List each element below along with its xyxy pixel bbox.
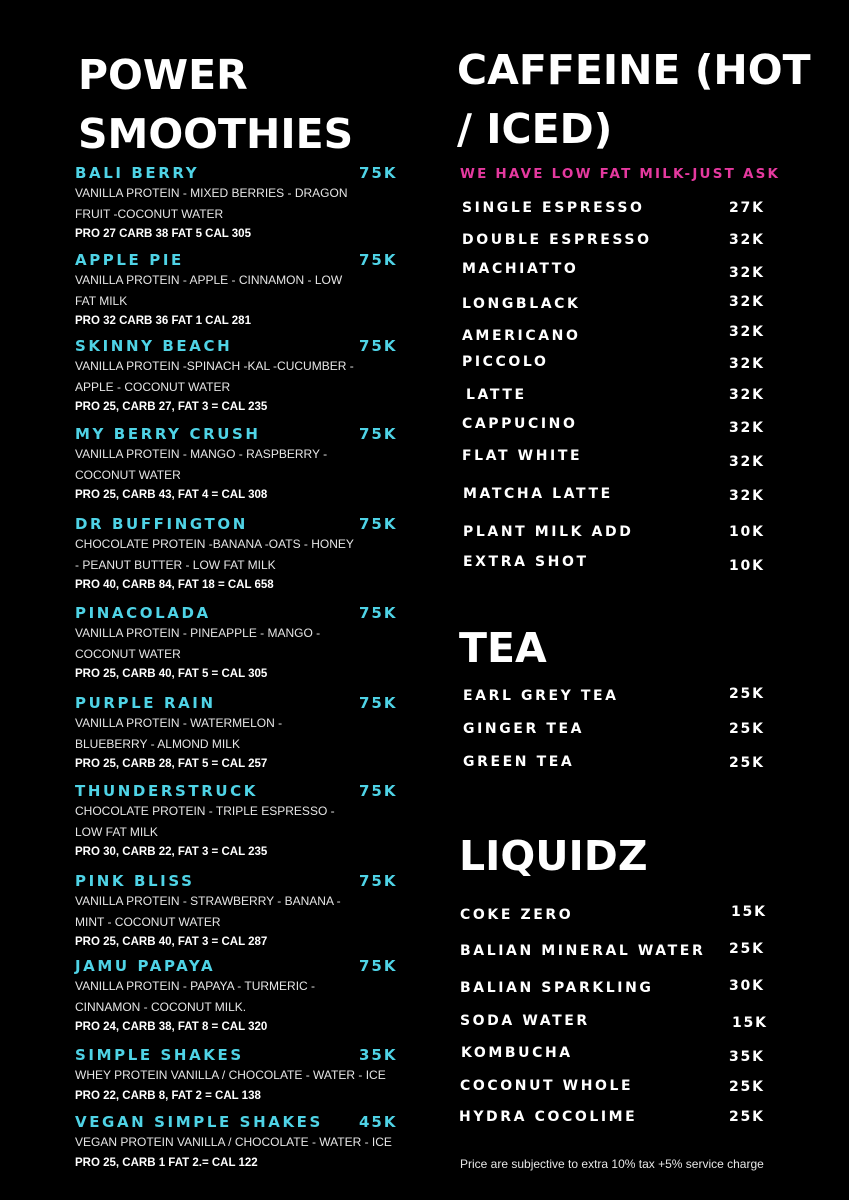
smoothie-item (75, 957, 405, 1036)
caffeine-heading: CAFFEINE (HOT / ICED) (457, 46, 811, 153)
smoothie-macros: PRO 25, CARB 40, FAT 3 = CAL 287 (75, 936, 268, 948)
smoothie-macros: PRO 25, CARB 28, FAT 5 = CAL 257 (75, 758, 268, 770)
item-price: 10K (729, 524, 765, 540)
smoothie-ingredients: WHEY PROTEIN VANILLA / CHOCOLATE - WATER - ICE (75, 1068, 386, 1082)
item-price: 32K (729, 420, 765, 436)
item-name: GINGER TEA (463, 721, 585, 737)
smoothie-macros: PRO 25, CARB 40, FAT 5 = CAL 305 (75, 668, 268, 680)
item-name: BALIAN MINERAL WATER (460, 943, 706, 959)
smoothie-name: MY BERRY CRUSH (75, 425, 261, 443)
item-name: LONGBLACK (462, 296, 581, 312)
item-name: FLAT WHITE (462, 448, 583, 464)
smoothie-macros: PRO 25, CARB 1 FAT 2.= CAL 122 (75, 1156, 258, 1169)
smoothie-item (75, 515, 405, 594)
smoothie-item (75, 782, 405, 861)
item-name: COCONUT WHOLE (460, 1078, 634, 1094)
smoothie-price: 75K (359, 604, 398, 622)
item-price: 25K (729, 1079, 765, 1095)
smoothie-price: 75K (359, 957, 398, 975)
smoothie-ingredients: VANILLA PROTEIN - APPLE - CINNAMON - LOW FAT MILK (75, 273, 343, 308)
smoothie-macros: PRO 24, CARB 38, FAT 8 = CAL 320 (75, 1021, 268, 1033)
smoothie-price: 35K (359, 1046, 398, 1064)
item-name: BALIAN SPARKLING (460, 980, 654, 996)
item-name: COKE ZERO (460, 907, 574, 923)
item-name: MATCHA LATTE (463, 486, 613, 502)
smoothie-ingredients: CHOCOLATE PROTEIN -BANANA -OATS - HONEY - PEANUT BUTTER - LOW FAT MILK (75, 537, 354, 572)
item-price: 27K (729, 200, 765, 216)
smoothie-price: 75K (359, 251, 398, 269)
item-name: PLANT MILK ADD (463, 524, 634, 540)
smoothie-macros: PRO 22, CARB 8, FAT 2 = CAL 138 (75, 1089, 261, 1102)
item-price: 32K (729, 232, 765, 248)
smoothie-item (75, 1046, 405, 1105)
smoothie-price: 75K (359, 164, 398, 182)
smoothie-name: SKINNY BEACH (75, 337, 233, 355)
item-name: MACHIATTO (462, 261, 579, 277)
smoothie-ingredients: VANILLA PROTEIN - MANGO - RASPBERRY - COCONUT WATER (75, 447, 328, 482)
item-name: HYDRA COCOLIME (459, 1109, 638, 1125)
smoothie-price: 75K (359, 515, 398, 533)
smoothie-name: DR BUFFINGTON (75, 515, 248, 533)
item-name: GREEN TEA (463, 754, 575, 770)
smoothie-item (75, 604, 405, 683)
item-price: 32K (729, 324, 765, 340)
item-name: DOUBLE ESPRESSO (462, 232, 652, 248)
item-price: 15K (732, 1015, 768, 1031)
item-price: 25K (729, 755, 765, 771)
smoothie-ingredients: VANILLA PROTEIN - STRAWBERRY - BANANA - MINT - COCONUT WATER (75, 894, 341, 929)
smoothie-item (75, 164, 405, 243)
smoothie-name: PURPLE RAIN (75, 694, 216, 712)
smoothie-macros: PRO 40, CARB 84, FAT 18 = CAL 658 (75, 579, 274, 591)
item-name: AMERICANO (462, 328, 581, 344)
smoothie-price: 75K (359, 694, 398, 712)
smoothie-price: 75K (359, 872, 398, 890)
item-price: 32K (729, 294, 765, 310)
item-price: 25K (729, 721, 765, 737)
item-price: 25K (729, 1109, 765, 1125)
item-name: SINGLE ESPRESSO (462, 200, 645, 216)
smoothie-name: PINACOLADA (75, 604, 211, 622)
smoothie-name: JAMU PAPAYA (75, 957, 216, 975)
smoothie-macros: PRO 32 CARB 36 FAT 1 CAL 281 (75, 315, 251, 327)
smoothie-item (75, 425, 405, 504)
item-price: 32K (729, 387, 765, 403)
smoothie-item (75, 337, 405, 416)
price-footnote: Price are subjective to extra 10% tax +5% service charge (460, 1157, 764, 1171)
smoothie-item (75, 694, 405, 773)
liquidz-heading: LIQUIDZ (459, 832, 648, 880)
smoothie-ingredients: VEGAN PROTEIN VANILLA / CHOCOLATE - WATER - ICE (75, 1135, 392, 1149)
smoothie-item (75, 1113, 405, 1172)
smoothie-price: 75K (359, 337, 398, 355)
smoothie-ingredients: VANILLA PROTEIN - PINEAPPLE - MANGO - COCONUT WATER (75, 626, 321, 661)
smoothie-item (75, 251, 405, 330)
item-name: LATTE (466, 387, 527, 403)
smoothie-ingredients: VANILLA PROTEIN - PAPAYA - TURMERIC - CINNAMON - COCONUT MILK. (75, 979, 316, 1014)
item-name: PICCOLO (462, 354, 549, 370)
item-name: KOMBUCHA (461, 1045, 573, 1061)
item-price: 32K (729, 488, 765, 504)
smoothie-price: 45K (359, 1113, 398, 1131)
smoothie-ingredients: VANILLA PROTEIN - MIXED BERRIES - DRAGON FRUIT -COCONUT WATER (75, 186, 348, 221)
smoothie-name: PINK BLISS (75, 872, 195, 890)
smoothie-item (75, 872, 405, 951)
item-price: 15K (731, 904, 767, 920)
item-price: 30K (729, 978, 765, 994)
smoothie-name: VEGAN SIMPLE SHAKES (75, 1113, 323, 1131)
item-name: SODA WATER (460, 1013, 590, 1029)
item-price: 35K (729, 1049, 765, 1065)
smoothie-macros: PRO 27 CARB 38 FAT 5 CAL 305 (75, 228, 251, 240)
smoothie-ingredients: CHOCOLATE PROTEIN - TRIPLE ESPRESSO - LOW FAT MILK (75, 804, 335, 839)
item-price: 32K (729, 356, 765, 372)
smoothie-name: BALI BERRY (75, 164, 200, 182)
item-price: 32K (729, 265, 765, 281)
smoothie-macros: PRO 25, CARB 27, FAT 3 = CAL 235 (75, 401, 268, 413)
smoothie-ingredients: VANILLA PROTEIN - WATERMELON - BLUEBERRY - ALMOND MILK (75, 716, 283, 751)
tea-heading: TEA (459, 624, 547, 672)
smoothie-name: APPLE PIE (75, 251, 184, 269)
smoothie-price: 75K (359, 425, 398, 443)
item-price: 25K (729, 941, 765, 957)
item-name: EARL GREY TEA (463, 688, 619, 704)
smoothie-name: THUNDERSTRUCK (75, 782, 258, 800)
smoothies-heading: POWER SMOOTHIES (78, 51, 354, 158)
low-fat-milk-note: WE HAVE LOW FAT MILK-JUST ASK (460, 166, 781, 182)
smoothie-macros: PRO 25, CARB 43, FAT 4 = CAL 308 (75, 489, 268, 501)
item-price: 25K (729, 686, 765, 702)
smoothie-name: SIMPLE SHAKES (75, 1046, 244, 1064)
item-price: 10K (729, 558, 765, 574)
item-name: EXTRA SHOT (463, 554, 589, 570)
item-name: CAPPUCINO (462, 416, 578, 432)
smoothie-price: 75K (359, 782, 398, 800)
smoothie-ingredients: VANILLA PROTEIN -SPINACH -KAL -CUCUMBER - APPLE - COCONUT WATER (75, 359, 354, 394)
item-price: 32K (729, 454, 765, 470)
smoothie-macros: PRO 30, CARB 22, FAT 3 = CAL 235 (75, 846, 268, 858)
